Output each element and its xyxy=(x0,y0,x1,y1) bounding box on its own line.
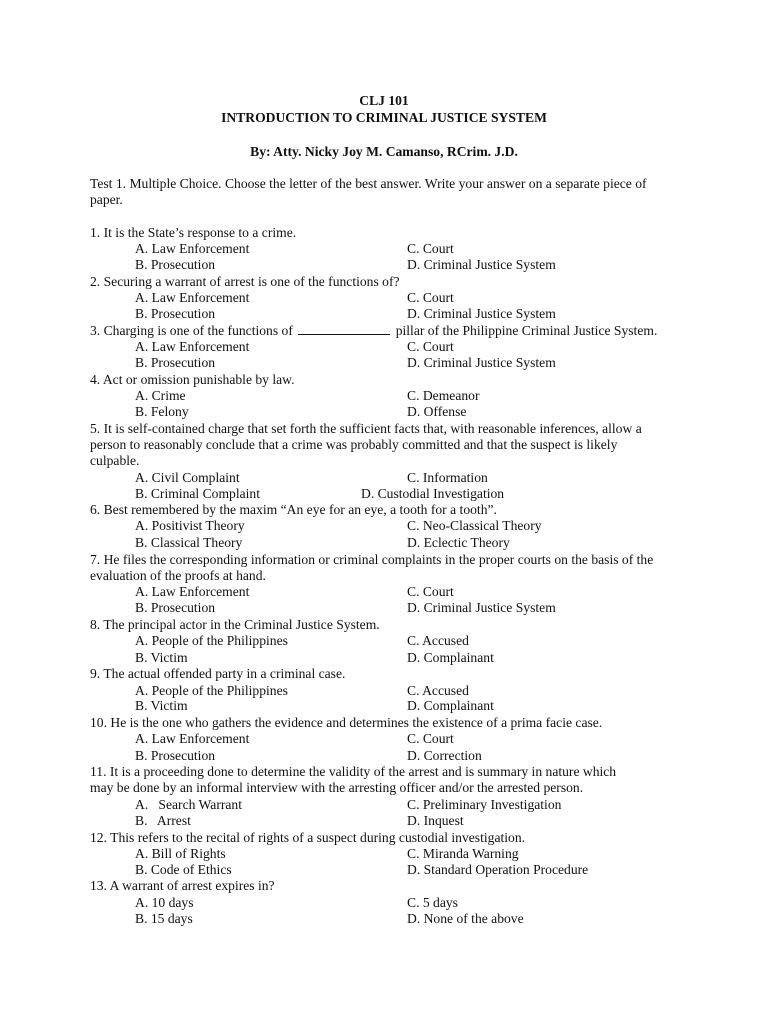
question-11-option-d: D. Inquest xyxy=(407,813,464,828)
question-7-text-line-2: evaluation of the proofs at hand. xyxy=(90,568,266,583)
question-12-option-b: B. Code of Ethics xyxy=(135,862,232,877)
question-7-option-a: A. Law Enforcement xyxy=(135,584,250,599)
question-5-option-d: D. Custodial Investigation xyxy=(361,486,505,501)
question-5-option-b: B. Criminal Complaint xyxy=(135,486,260,501)
question-2-option-a: A. Law Enforcement xyxy=(135,290,250,305)
question-2-text: 2. Securing a warrant of arrest is one of the functions of? xyxy=(90,274,400,289)
question-7-option-c: C. Court xyxy=(407,584,454,599)
question-12-option-a: A. Bill of Rights xyxy=(135,846,226,861)
question-5-text-line-3: culpable. xyxy=(90,453,140,468)
question-9-option-a: A. People of the Philippines xyxy=(135,683,288,698)
question-8-option-a: A. People of the Philippines xyxy=(135,633,288,648)
question-8-option-b: B. Victim xyxy=(135,650,188,665)
question-1-text: 1. It is the State’s response to a crime. xyxy=(90,225,297,240)
question-3-option-a: A. Law Enforcement xyxy=(135,339,250,354)
question-9-text: 9. The actual offended party in a criminal case. xyxy=(90,666,346,681)
question-11-option-c: C. Preliminary Investigation xyxy=(407,797,562,812)
instructions-line-1: Test 1. Multiple Choice. Choose the letter of the best answer. Write your answer on a separate piece of xyxy=(90,176,647,191)
question-5-option-a: A. Civil Complaint xyxy=(135,470,240,485)
instructions-line-2: paper. xyxy=(90,192,123,207)
question-6-option-d: D. Eclectic Theory xyxy=(407,535,510,550)
question-13-option-b: B. 15 days xyxy=(135,911,193,926)
question-11-text-line-2: may be done by an informal interview with the arresting officer and/or the arrested person. xyxy=(90,780,584,795)
question-3-text-after: pillar of the Philippine Criminal Justice System. xyxy=(395,323,658,338)
question-1-option-d: D. Criminal Justice System xyxy=(407,257,556,272)
question-10-option-a: A. Law Enforcement xyxy=(135,731,250,746)
question-10-text: 10. He is the one who gathers the evidence and determines the existence of a prima facie case. xyxy=(90,715,603,730)
question-1-option-c: C. Court xyxy=(407,241,454,256)
question-2-option-c: C. Court xyxy=(407,290,454,305)
question-2-option-d: D. Criminal Justice System xyxy=(407,306,556,321)
course-code: CLJ 101 xyxy=(359,93,409,108)
question-1-option-a: A. Law Enforcement xyxy=(135,241,250,256)
question-5-text-line-1: 5. It is self-contained charge that set forth the sufficient facts that, with reasonable inferences, allow a xyxy=(90,421,642,436)
question-10-option-d: D. Correction xyxy=(407,748,482,763)
question-7-option-b: B. Prosecution xyxy=(135,600,216,615)
question-4-option-d: D. Offense xyxy=(407,404,467,419)
question-11-option-b: B. Arrest xyxy=(135,813,191,828)
answer-blank xyxy=(298,323,390,335)
question-5-text-line-2: person to reasonably conclude that a crime was probably committed and that the suspect is likely xyxy=(90,437,618,452)
question-4-text: 4. Act or omission punishable by law. xyxy=(90,372,295,387)
question-13-option-c: C. 5 days xyxy=(407,895,458,910)
question-6-option-b: B. Classical Theory xyxy=(135,535,243,550)
question-11-option-a: A. Search Warrant xyxy=(135,797,242,812)
question-4-option-b: B. Felony xyxy=(135,404,189,419)
question-3-text xyxy=(90,323,657,339)
question-2-option-b: B. Prosecution xyxy=(135,306,216,321)
question-3-option-c: C. Court xyxy=(407,339,454,354)
question-1-option-b: B. Prosecution xyxy=(135,257,216,272)
question-9-option-c: C. Accused xyxy=(407,683,469,698)
question-3-option-d: D. Criminal Justice System xyxy=(407,355,556,370)
question-11-text-line-1: 11. It is a proceeding done to determine the validity of the arrest and is summary in nature which xyxy=(90,764,617,779)
question-12-text: 12. This refers to the recital of rights of a suspect during custodial investigation. xyxy=(90,830,526,845)
question-9-option-d: D. Complainant xyxy=(407,698,494,713)
question-8-text: 8. The principal actor in the Criminal Justice System. xyxy=(90,617,380,632)
question-8-option-c: C. Accused xyxy=(407,633,469,648)
question-6-text: 6. Best remembered by the maxim “An eye for an eye, a tooth for a tooth”. xyxy=(90,502,497,517)
question-9-option-b: B. Victim xyxy=(135,698,188,713)
question-3-option-b: B. Prosecution xyxy=(135,355,216,370)
course-title: INTRODUCTION TO CRIMINAL JUSTICE SYSTEM xyxy=(221,110,547,125)
author-line: By: Atty. Nicky Joy M. Camanso, RCrim. J.D. xyxy=(250,144,518,159)
question-5-option-c: C. Information xyxy=(407,470,488,485)
question-4-option-c: C. Demeanor xyxy=(407,388,480,403)
question-6-option-a: A. Positivist Theory xyxy=(135,518,245,533)
question-10-option-b: B. Prosecution xyxy=(135,748,216,763)
question-4-option-a: A. Crime xyxy=(135,388,186,403)
question-13-option-d: D. None of the above xyxy=(407,911,524,926)
question-3-text-before: 3. Charging is one of the functions of xyxy=(90,323,293,338)
question-12-option-d: D. Standard Operation Procedure xyxy=(407,862,589,877)
question-10-option-c: C. Court xyxy=(407,731,454,746)
question-7-option-d: D. Criminal Justice System xyxy=(407,600,556,615)
question-12-option-c: C. Miranda Warning xyxy=(407,846,519,861)
question-8-option-d: D. Complainant xyxy=(407,650,494,665)
question-7-text-line-1: 7. He files the corresponding information or criminal complaints in the proper courts on the basis of the xyxy=(90,552,654,567)
question-6-option-c: C. Neo-Classical Theory xyxy=(407,518,542,533)
question-13-option-a: A. 10 days xyxy=(135,895,194,910)
question-13-text: 13. A warrant of arrest expires in? xyxy=(90,878,275,893)
